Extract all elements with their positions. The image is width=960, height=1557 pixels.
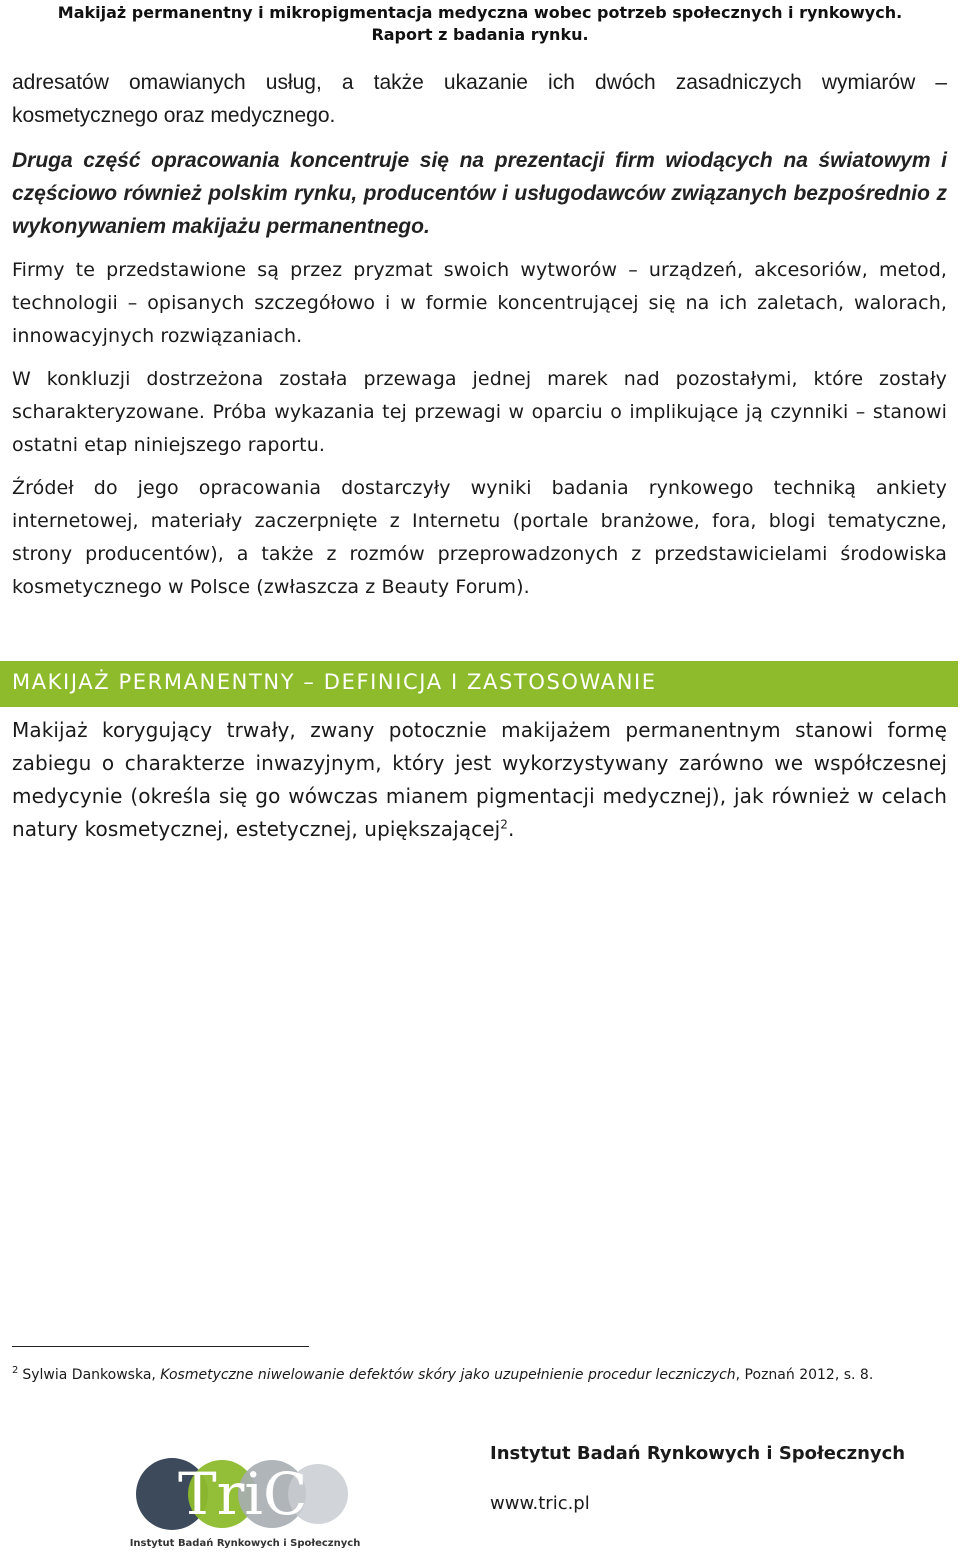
header-title: Makijaż permanentny i mikropigmentacja medyczna wobec potrzeb społecznych i rynkowych. [57, 3, 903, 22]
paragraph-1: adresatów omawianych usług, a także ukazanie ich dwóch zasadniczych wymiarów – kosmetycznego oraz medycznego. [12, 71, 947, 127]
footnote-ref[interactable]: 2 [500, 817, 509, 832]
paragraph-3: Firmy te przedstawione są przez pryzmat swoich wytworów – urządzeń, akcesoriów, metod, technologii – opisanych szczegółowo i w formie koncentrującej się na ich zaletach, walorach, innowacyjnych rozwiązaniach. [12, 259, 947, 347]
footnote-number: 2 [12, 1365, 19, 1377]
footnote-rest: , Poznań 2012, s. 8. [735, 1367, 874, 1383]
logo-text: TriC [178, 1460, 308, 1528]
footnote-divider [12, 1346, 309, 1347]
logo-caption: Instytut Badań Rynkowych i Społecznych [130, 1538, 360, 1549]
footnote [12, 1364, 947, 1386]
paragraph-6-text: Makijaż korygujący trwały, zwany potocznie makijażem permanentnym stanowi formę zabiegu o charakterze inwazyjnym, który jest wykorzystywany zarówno we współczesnej medycynie (określa się go wówczas mianem pigmentacji medycznej), jak również w celach natury kosmetycznej, estetycznej, upiększającej [12, 718, 947, 841]
footnote-title: Kosmetyczne niwelowanie defektów skóry jako uzupełnienie procedur leczniczych [160, 1367, 736, 1383]
institute-name: Instytut Badań Rynkowych i Społecznych [490, 1443, 906, 1464]
paragraph-4: W konkluzji dostrzeżona została przewaga jednej marek nad pozostałymi, które zostały scharakteryzowane. Próba wykazania tej przewagi w oparciu o implikujące ją czynniki – stanowi ostatni etap niniejszego raportu. [12, 368, 947, 456]
section-heading-band [0, 661, 958, 707]
paragraph-6-end: . [508, 817, 515, 841]
paragraph-5: Źródeł do jego opracowania dostarczyły wyniki badania rynkowego techniką ankiety internetowej, materiały zaczerpnięte z Internetu (portale branżowe, fora, blogi tematyczne, strony producentów), a także z rozmów przeprowadzonych z przedstawicielami środowiska kosmetycznego w Polsce (zwłaszcza z Beauty Forum). [12, 477, 947, 598]
footnote-author: Sylwia Dankowska, [22, 1367, 161, 1383]
section-heading: MAKIJAŻ PERMANENTNY – DEFINICJA I ZASTOSOWANIE [12, 670, 657, 694]
paragraph-2: Druga część opracowania koncentruje się na prezentacji firm wiodących na światowym i częściowo również polskim rynku, producentów i usługodawców związanych bezpośrednio z wykonywaniem makijażu permanentnego. [12, 149, 947, 238]
tric-logo [130, 1452, 360, 1552]
website-link[interactable]: www.tric.pl [490, 1493, 590, 1514]
paragraph-6 [12, 714, 947, 846]
header-subtitle: Raport z badania rynku. [371, 25, 589, 44]
